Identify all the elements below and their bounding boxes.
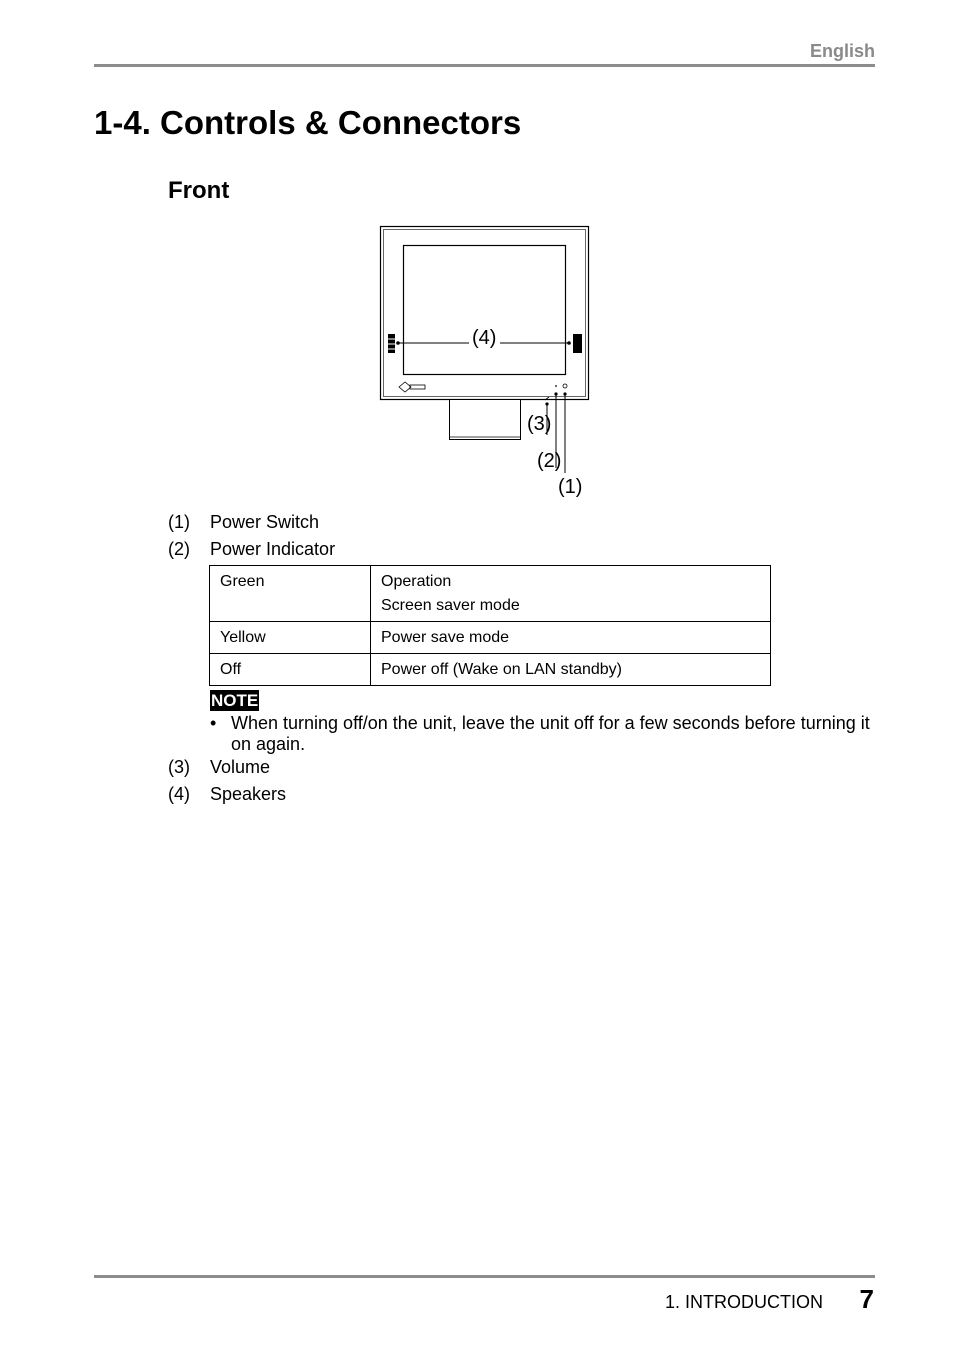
label-speakers: (4) — [472, 327, 497, 349]
table-cell-status — [371, 566, 771, 622]
footer-rule — [94, 1275, 875, 1278]
power-indicator — [555, 385, 557, 387]
table-cell-color: Yellow — [210, 622, 371, 654]
page-number: 7 — [859, 1284, 874, 1314]
table-row — [210, 622, 771, 654]
monitor-stand — [449, 400, 521, 440]
list-item — [168, 511, 319, 533]
item-number: (3) — [168, 757, 190, 777]
item-number: (4) — [168, 784, 190, 804]
label-indicator: (2) — [537, 450, 562, 472]
item-label: Volume — [210, 757, 271, 777]
header-rule — [94, 64, 875, 67]
list-item — [168, 783, 286, 805]
status-line: Screen saver mode — [381, 597, 520, 614]
note-tag: NOTE — [211, 691, 259, 710]
section-title: Front — [168, 177, 230, 204]
list-item — [168, 538, 335, 560]
label-switch: (1) — [558, 476, 583, 498]
item-number: (1) — [168, 512, 190, 532]
item-label: Power Switch — [210, 512, 320, 532]
power-indicator-table — [209, 565, 771, 686]
item-label: Speakers — [210, 784, 287, 804]
right-speaker-grille — [573, 334, 582, 353]
page-title: 1-4. Controls & Connectors — [94, 104, 522, 141]
table-row — [210, 654, 771, 686]
footer-section: 1. INTRODUCTION — [664, 1292, 823, 1312]
table-cell-color: Off — [210, 654, 371, 686]
monitor-screen — [404, 246, 566, 375]
note-text — [210, 713, 875, 755]
table-cell-status: Power save mode — [371, 622, 771, 654]
list-item — [168, 756, 270, 778]
table-cell-status: Power off (Wake on LAN standby) — [371, 654, 771, 686]
label-volume: (3) — [527, 413, 552, 435]
monitor-front-diagram — [370, 220, 610, 505]
header-language: English — [809, 41, 875, 61]
status-line: Operation — [381, 573, 452, 590]
table-cell-color: Green — [210, 566, 371, 622]
item-label: Power Indicator — [210, 539, 336, 559]
table-row — [210, 566, 771, 622]
left-speaker-grille — [388, 334, 395, 353]
item-number: (2) — [168, 539, 190, 559]
note-body: When turning off/on the unit, leave the unit off for a few seconds before turning it on again. — [231, 713, 870, 754]
bullet-icon: • — [210, 713, 217, 733]
